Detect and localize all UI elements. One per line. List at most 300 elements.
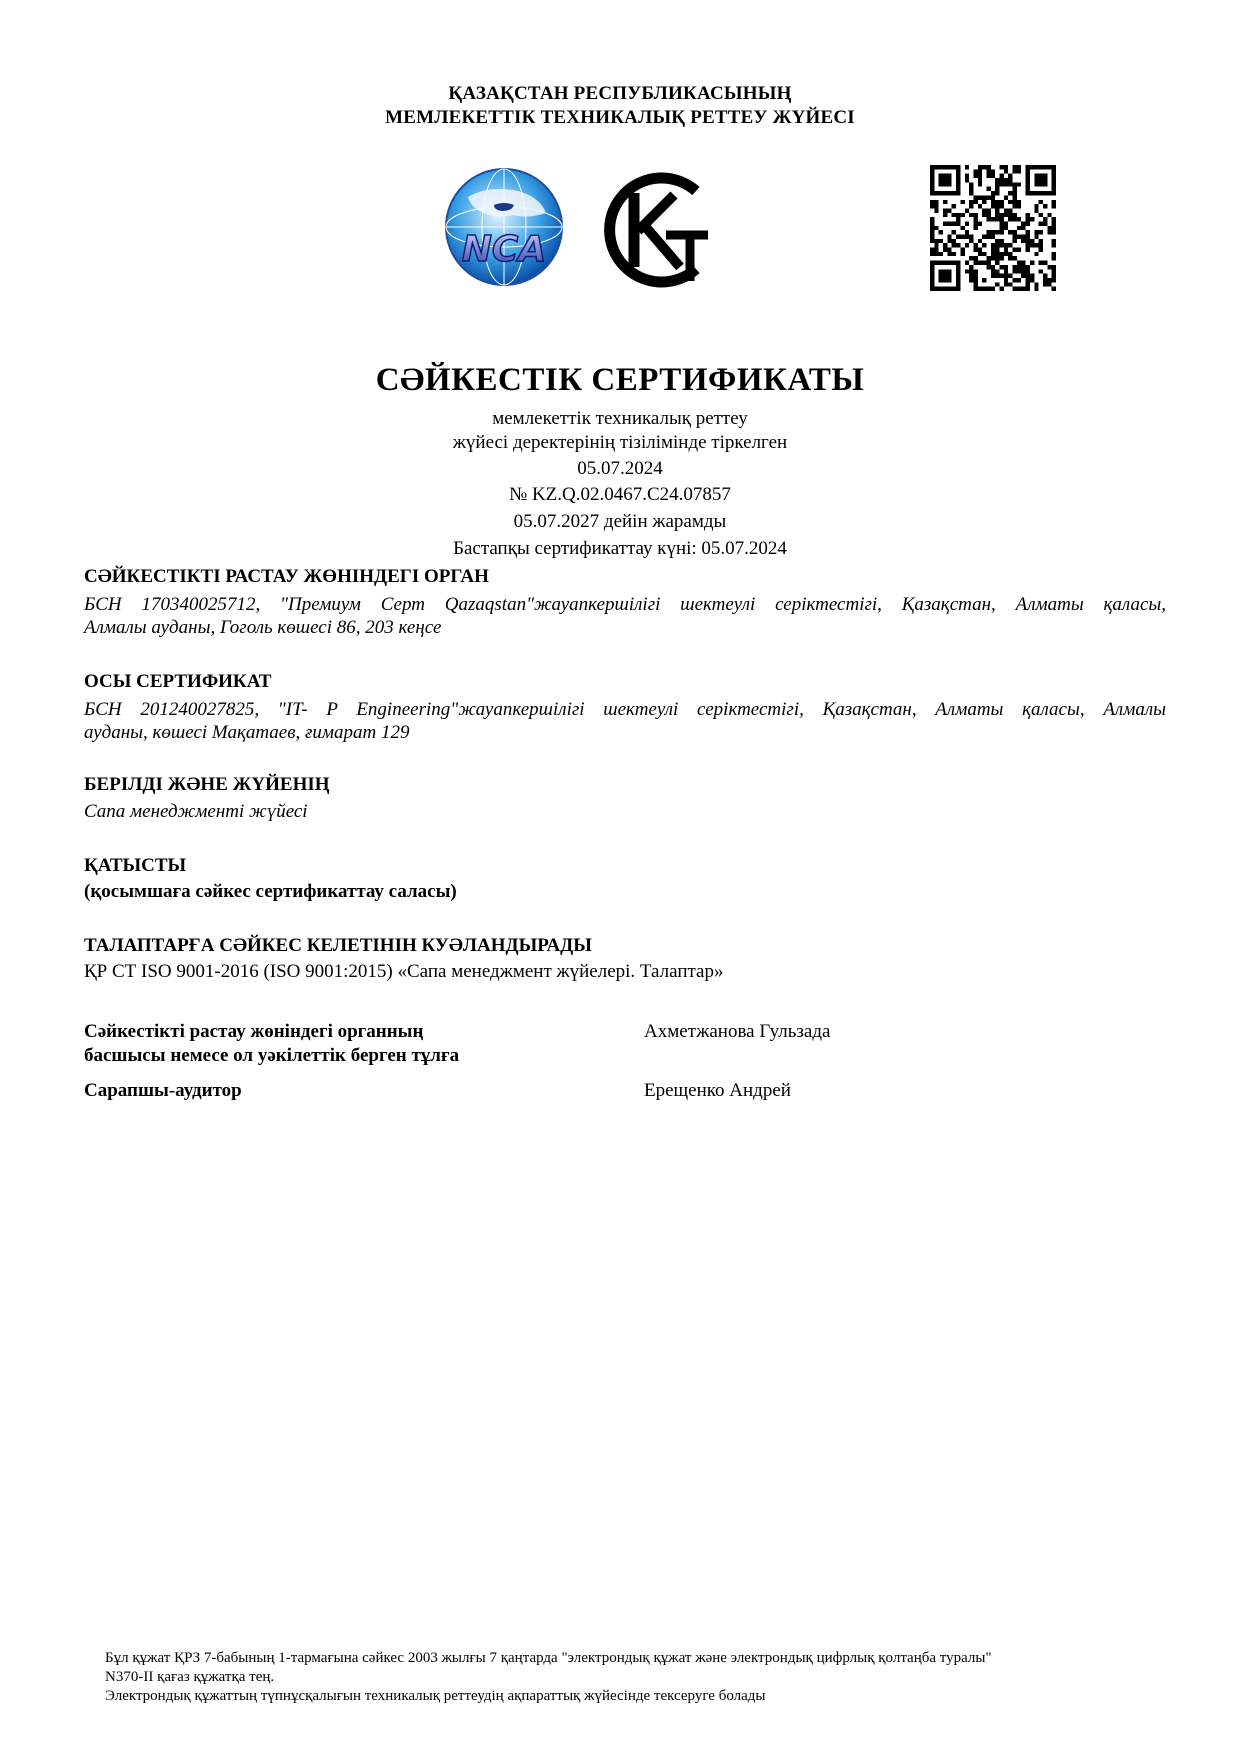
qr-module bbox=[982, 195, 986, 199]
qr-module bbox=[956, 235, 960, 239]
qr-module bbox=[960, 252, 964, 256]
qr-module bbox=[939, 287, 943, 291]
qr-module bbox=[1043, 174, 1047, 178]
qr-module bbox=[995, 208, 999, 212]
qr-module bbox=[1013, 182, 1017, 186]
qr-module bbox=[1034, 230, 1038, 234]
qr-module bbox=[939, 165, 943, 169]
qr-module bbox=[930, 282, 934, 286]
qr-module bbox=[1013, 217, 1017, 221]
registration-line-1: мемлекеттік техникалық реттеу bbox=[492, 408, 748, 429]
qr-module bbox=[952, 230, 956, 234]
qr-module bbox=[1000, 204, 1004, 208]
qr-module bbox=[1030, 165, 1034, 169]
footer-legal-line-1: Бұл құжат ҚРЗ 7-бабының 1-тармағына сәйкес 2003 жылғы 7 қаңтарда "электрондық құжат және электрондық цифрлық қолтаңба туралы" bbox=[105, 1650, 992, 1666]
qr-module bbox=[1017, 235, 1021, 239]
qr-module bbox=[995, 230, 999, 234]
qr-module bbox=[1008, 182, 1012, 186]
qr-module bbox=[1052, 204, 1056, 208]
qr-module bbox=[930, 248, 934, 252]
qr-module bbox=[1052, 252, 1056, 256]
qr-module bbox=[947, 165, 951, 169]
qr-module bbox=[930, 178, 934, 182]
qr-module bbox=[986, 261, 990, 265]
qr-module bbox=[1047, 265, 1051, 269]
holder-line-2: ауданы, көшесі Мақатаев, ғимарат 129 bbox=[84, 722, 410, 743]
qr-module bbox=[1047, 165, 1051, 169]
qr-module bbox=[973, 287, 977, 291]
qr-module bbox=[1008, 230, 1012, 234]
qr-module bbox=[1021, 274, 1025, 278]
qr-module bbox=[1021, 269, 1025, 273]
qr-module bbox=[965, 174, 969, 178]
qr-module bbox=[973, 274, 977, 278]
kt-mark-logo bbox=[604, 169, 722, 291]
qr-module bbox=[930, 287, 934, 291]
qr-module bbox=[973, 261, 977, 265]
qr-module bbox=[965, 178, 969, 182]
qr-module bbox=[1052, 256, 1056, 260]
header-country: ҚАЗАҚСТАН РЕСПУБЛИКАСЫНЫҢ bbox=[448, 83, 792, 104]
qr-module bbox=[969, 256, 973, 260]
qr-module bbox=[1026, 213, 1030, 217]
qr-module bbox=[978, 248, 982, 252]
qr-module bbox=[973, 174, 977, 178]
qr-module bbox=[1013, 287, 1017, 291]
qr-module bbox=[969, 269, 973, 273]
qr-module bbox=[991, 287, 995, 291]
organ-line-2: Алмалы ауданы, Гоголь көшесі 86, 203 кеңсе bbox=[84, 617, 442, 638]
organ-heading: СӘЙКЕСТІКТІ РАСТАУ ЖӨНІНДЕГІ ОРГАН bbox=[84, 566, 489, 587]
qr-module bbox=[1039, 261, 1043, 265]
qr-module bbox=[1000, 239, 1004, 243]
qr-module bbox=[939, 274, 943, 278]
qr-module bbox=[956, 287, 960, 291]
qr-module bbox=[939, 182, 943, 186]
qr-module bbox=[982, 278, 986, 282]
qr-module bbox=[1000, 178, 1004, 182]
qr-module bbox=[943, 287, 947, 291]
qr-module bbox=[947, 248, 951, 252]
qr-module bbox=[1026, 191, 1030, 195]
qr-module bbox=[1052, 174, 1056, 178]
qr-module bbox=[1039, 248, 1043, 252]
qr-module bbox=[943, 208, 947, 212]
qr-module bbox=[934, 208, 938, 212]
qr-module bbox=[1034, 178, 1038, 182]
qr-module bbox=[1004, 165, 1008, 169]
qr-module bbox=[1013, 204, 1017, 208]
qr-module bbox=[1039, 269, 1043, 273]
qr-module bbox=[1026, 221, 1030, 225]
qr-module bbox=[991, 200, 995, 204]
qr-module bbox=[1034, 252, 1038, 256]
qr-module bbox=[947, 239, 951, 243]
certificate-heading: ОСЫ СЕРТИФИКАТ bbox=[84, 671, 272, 692]
qr-module bbox=[1004, 213, 1008, 217]
qr-module bbox=[956, 269, 960, 273]
qr-module bbox=[956, 278, 960, 282]
qr-module bbox=[1013, 213, 1017, 217]
qr-module bbox=[965, 230, 969, 234]
qr-module bbox=[1026, 169, 1030, 173]
qr-module bbox=[969, 182, 973, 186]
qr-module bbox=[1013, 269, 1017, 273]
qr-module bbox=[982, 213, 986, 217]
qr-module bbox=[991, 243, 995, 247]
qr-module bbox=[930, 226, 934, 230]
qr-module bbox=[986, 230, 990, 234]
qr-module bbox=[1052, 165, 1056, 169]
qr-module bbox=[1039, 239, 1043, 243]
qr-module bbox=[934, 200, 938, 204]
qr-module bbox=[995, 213, 999, 217]
qr-module bbox=[1004, 243, 1008, 247]
qr-module bbox=[991, 191, 995, 195]
qr-module bbox=[956, 261, 960, 265]
qr-module bbox=[1030, 217, 1034, 221]
requirements-heading: ТАЛАПТАРҒА СӘЙКЕС КЕЛЕТІНІН КУӘЛАНДЫРАДЫ bbox=[84, 935, 592, 956]
qr-module bbox=[982, 208, 986, 212]
qr-module bbox=[978, 178, 982, 182]
qr-module bbox=[986, 195, 990, 199]
qr-module bbox=[1052, 239, 1056, 243]
qr-module bbox=[982, 252, 986, 256]
qr-module bbox=[973, 282, 977, 286]
qr-module bbox=[1013, 248, 1017, 252]
qr-module bbox=[1004, 248, 1008, 252]
qr-module bbox=[1043, 278, 1047, 282]
qr-module bbox=[995, 178, 999, 182]
qr-module bbox=[969, 235, 973, 239]
qr-module bbox=[1000, 265, 1004, 269]
qr-module bbox=[995, 200, 999, 204]
header-system: МЕМЛЕКЕТТІК ТЕХНИКАЛЫҚ РЕТТЕУ ЖҮЙЕСІ bbox=[385, 107, 855, 128]
qr-module bbox=[1026, 182, 1030, 186]
qr-module bbox=[947, 269, 951, 273]
qr-module bbox=[965, 243, 969, 247]
qr-module bbox=[1013, 235, 1017, 239]
organ-line-1: БСН 170340025712, "Премиум Серт Qazaqstan"жауапкершілігі шектеулі серіктестігі, Қазақстан, Алматы қаласы, bbox=[84, 594, 1166, 615]
qr-module bbox=[930, 221, 934, 225]
qr-module bbox=[1004, 195, 1008, 199]
qr-module bbox=[956, 217, 960, 221]
qr-module bbox=[934, 239, 938, 243]
qr-module bbox=[1026, 239, 1030, 243]
qr-module bbox=[1000, 287, 1004, 291]
qr-module bbox=[991, 217, 995, 221]
qr-module bbox=[939, 174, 943, 178]
issued-system: Сапа менеджменті жүйесі bbox=[84, 801, 308, 822]
qr-module bbox=[995, 217, 999, 221]
qr-module bbox=[1026, 217, 1030, 221]
qr-module bbox=[1013, 195, 1017, 199]
qr-module bbox=[1000, 243, 1004, 247]
qr-module bbox=[973, 278, 977, 282]
head-signatory-name: Ахметжанова Гульзада bbox=[644, 1021, 831, 1042]
qr-module bbox=[1013, 191, 1017, 195]
qr-module bbox=[1017, 261, 1021, 265]
valid-until: 05.07.2027 дейін жарамды bbox=[513, 511, 727, 532]
qr-module bbox=[973, 256, 977, 260]
qr-module bbox=[965, 221, 969, 225]
qr-module bbox=[943, 278, 947, 282]
qr-module bbox=[934, 252, 938, 256]
qr-module bbox=[982, 261, 986, 265]
qr-module bbox=[934, 191, 938, 195]
qr-module bbox=[1026, 243, 1030, 247]
qr-module bbox=[1034, 191, 1038, 195]
qr-module bbox=[995, 282, 999, 286]
qr-module bbox=[986, 235, 990, 239]
qr-module bbox=[1039, 165, 1043, 169]
qr-module bbox=[1052, 243, 1056, 247]
qr-module bbox=[973, 243, 977, 247]
qr-module bbox=[947, 208, 951, 212]
qr-module bbox=[930, 200, 934, 204]
qr-module bbox=[1008, 282, 1012, 286]
qr-module bbox=[956, 174, 960, 178]
qr-module bbox=[952, 191, 956, 195]
qr-module bbox=[978, 165, 982, 169]
qr-module bbox=[930, 204, 934, 208]
qr-module bbox=[1047, 213, 1051, 217]
qr-module bbox=[952, 252, 956, 256]
qr-module bbox=[1043, 274, 1047, 278]
qr-module bbox=[956, 282, 960, 286]
qr-module bbox=[1008, 256, 1012, 260]
qr-module bbox=[1052, 221, 1056, 225]
qr-module bbox=[1017, 287, 1021, 291]
qr-module bbox=[991, 256, 995, 260]
footer-verification-line: Электрондық құжаттың түпнұсқалығын техникалық реттеудің ақпараттық жүйесінде тексеруге болады bbox=[105, 1688, 766, 1704]
qr-module bbox=[943, 178, 947, 182]
qr-module bbox=[991, 248, 995, 252]
qr-module bbox=[1008, 200, 1012, 204]
qr-module bbox=[1026, 287, 1030, 291]
qr-module bbox=[930, 169, 934, 173]
qr-module bbox=[982, 200, 986, 204]
qr-module bbox=[1004, 282, 1008, 286]
qr-module bbox=[1021, 235, 1025, 239]
qr-module bbox=[943, 165, 947, 169]
qr-module bbox=[1000, 165, 1004, 169]
qr-module bbox=[1043, 191, 1047, 195]
qr-module bbox=[947, 182, 951, 186]
qr-module bbox=[978, 287, 982, 291]
qr-module bbox=[1008, 252, 1012, 256]
qr-module bbox=[1043, 165, 1047, 169]
qr-module bbox=[1039, 200, 1043, 204]
qr-module bbox=[1034, 204, 1038, 208]
qr-module bbox=[969, 274, 973, 278]
qr-module bbox=[930, 278, 934, 282]
qr-module bbox=[943, 243, 947, 247]
qr-module bbox=[1047, 226, 1051, 230]
qr-module bbox=[969, 187, 973, 191]
qr-module bbox=[978, 239, 982, 243]
qr-module bbox=[982, 165, 986, 169]
qr-module bbox=[947, 235, 951, 239]
qr-module bbox=[960, 248, 964, 252]
qr-module bbox=[956, 165, 960, 169]
qr-module bbox=[1026, 235, 1030, 239]
qr-module bbox=[1004, 265, 1008, 269]
qr-module bbox=[965, 235, 969, 239]
qr-module bbox=[978, 195, 982, 199]
qr-module bbox=[986, 169, 990, 173]
qr-module bbox=[1004, 252, 1008, 256]
qr-module bbox=[969, 200, 973, 204]
qr-module bbox=[943, 213, 947, 217]
qr-module bbox=[1008, 213, 1012, 217]
qr-module bbox=[1026, 187, 1030, 191]
qr-module bbox=[930, 187, 934, 191]
qr-module bbox=[930, 261, 934, 265]
qr-module bbox=[943, 174, 947, 178]
qr-module bbox=[934, 204, 938, 208]
qr-module bbox=[1004, 208, 1008, 212]
qr-module bbox=[930, 174, 934, 178]
qr-module bbox=[1043, 261, 1047, 265]
qr-module bbox=[1008, 217, 1012, 221]
qr-module bbox=[930, 165, 934, 169]
qr-module bbox=[969, 191, 973, 195]
qr-module bbox=[1004, 269, 1008, 273]
qr-module bbox=[1047, 278, 1051, 282]
qr-module bbox=[1026, 274, 1030, 278]
certificate-holder-details bbox=[84, 698, 1166, 744]
qr-module bbox=[986, 187, 990, 191]
qr-module bbox=[1052, 217, 1056, 221]
qr-module bbox=[1026, 269, 1030, 273]
qr-module bbox=[947, 261, 951, 265]
qr-module bbox=[1004, 278, 1008, 282]
qr-module bbox=[1030, 243, 1034, 247]
qr-module bbox=[930, 182, 934, 186]
qr-module bbox=[939, 230, 943, 234]
qr-module bbox=[956, 265, 960, 269]
qr-module bbox=[947, 252, 951, 256]
registration-line-2: жүйесі деректерінің тізілімінде тіркелген bbox=[452, 432, 788, 453]
scope-subheading: (қосымшаға сәйкес сертификаттау саласы) bbox=[84, 881, 457, 902]
qr-module bbox=[1034, 165, 1038, 169]
qr-module bbox=[1047, 230, 1051, 234]
requirements-standard: ҚР СТ ISO 9001-2016 (ISO 9001:2015) «Сапа менеджмент жүйелері. Талаптар» bbox=[84, 961, 724, 982]
qr-module bbox=[1043, 282, 1047, 286]
qr-module bbox=[1026, 265, 1030, 269]
qr-module bbox=[1000, 200, 1004, 204]
qr-module bbox=[965, 208, 969, 212]
qr-module bbox=[991, 169, 995, 173]
qr-module bbox=[934, 287, 938, 291]
qr-module bbox=[1004, 182, 1008, 186]
qr-module bbox=[960, 235, 964, 239]
qr-module bbox=[991, 235, 995, 239]
qr-module bbox=[1052, 187, 1056, 191]
head-label-line-2: басшысы немесе ол уәкілеттік берген тұлға bbox=[84, 1045, 460, 1066]
qr-module bbox=[986, 287, 990, 291]
qr-module bbox=[1052, 200, 1056, 204]
qr-module bbox=[1004, 178, 1008, 182]
qr-module bbox=[930, 235, 934, 239]
issued-heading: БЕРІЛДІ ЖӘНЕ ЖҮЙЕНІҢ bbox=[84, 774, 330, 795]
qr-module bbox=[1000, 182, 1004, 186]
qr-module bbox=[1008, 191, 1012, 195]
qr-module bbox=[1039, 174, 1043, 178]
qr-module bbox=[1052, 274, 1056, 278]
holder-line-1: БСН 201240027825, "IT- P Engineering"жауапкершілігі шектеулі серіктестігі, Қазақстан, Алматы қаласы, Алмалы bbox=[84, 699, 1166, 720]
qr-module bbox=[952, 243, 956, 247]
qr-module bbox=[960, 200, 964, 204]
qr-module bbox=[960, 213, 964, 217]
qr-module bbox=[978, 252, 982, 256]
qr-module bbox=[1017, 200, 1021, 204]
qr-module bbox=[956, 191, 960, 195]
qr-module bbox=[1039, 221, 1043, 225]
qr-module bbox=[991, 265, 995, 269]
qr-module bbox=[1000, 230, 1004, 234]
qr-module bbox=[1026, 230, 1030, 234]
qr-module bbox=[1000, 256, 1004, 260]
qr-module bbox=[995, 187, 999, 191]
qr-module bbox=[934, 165, 938, 169]
qr-module bbox=[995, 191, 999, 195]
qr-module bbox=[1013, 187, 1017, 191]
qr-module bbox=[1000, 274, 1004, 278]
qr-module bbox=[1039, 191, 1043, 195]
certificate-title: СӘЙКЕСТІК СЕРТИФИКАТЫ bbox=[375, 362, 865, 398]
qr-module bbox=[956, 274, 960, 278]
qr-module bbox=[991, 269, 995, 273]
qr-module bbox=[1000, 226, 1004, 230]
qr-module bbox=[1047, 191, 1051, 195]
qr-module bbox=[1052, 182, 1056, 186]
qr-module bbox=[1008, 208, 1012, 212]
qr-module bbox=[1004, 169, 1008, 173]
qr-module bbox=[952, 261, 956, 265]
qr-module bbox=[1017, 278, 1021, 282]
qr-module bbox=[1026, 282, 1030, 286]
qr-module bbox=[947, 174, 951, 178]
qr-module bbox=[1026, 278, 1030, 282]
qr-module bbox=[991, 174, 995, 178]
qr-module bbox=[952, 221, 956, 225]
head-signatory-label bbox=[84, 1020, 459, 1068]
qr-module bbox=[930, 269, 934, 273]
qr-module bbox=[930, 230, 934, 234]
auditor-label: Сарапшы-аудитор bbox=[84, 1080, 242, 1101]
qr-module bbox=[995, 252, 999, 256]
qr-module bbox=[995, 261, 999, 265]
qr-module bbox=[934, 248, 938, 252]
qr-module bbox=[995, 274, 999, 278]
qr-module bbox=[1039, 213, 1043, 217]
qr-module bbox=[956, 221, 960, 225]
qr-module bbox=[1000, 252, 1004, 256]
qr-module bbox=[1026, 248, 1030, 252]
qr-module bbox=[934, 226, 938, 230]
qr-module bbox=[995, 269, 999, 273]
qr-module bbox=[934, 243, 938, 247]
qr-module bbox=[952, 239, 956, 243]
qr-module bbox=[969, 204, 973, 208]
qr-module bbox=[1043, 178, 1047, 182]
qr-module bbox=[1052, 287, 1056, 291]
qr-module bbox=[939, 269, 943, 273]
qr-module bbox=[986, 256, 990, 260]
qr-module bbox=[947, 178, 951, 182]
